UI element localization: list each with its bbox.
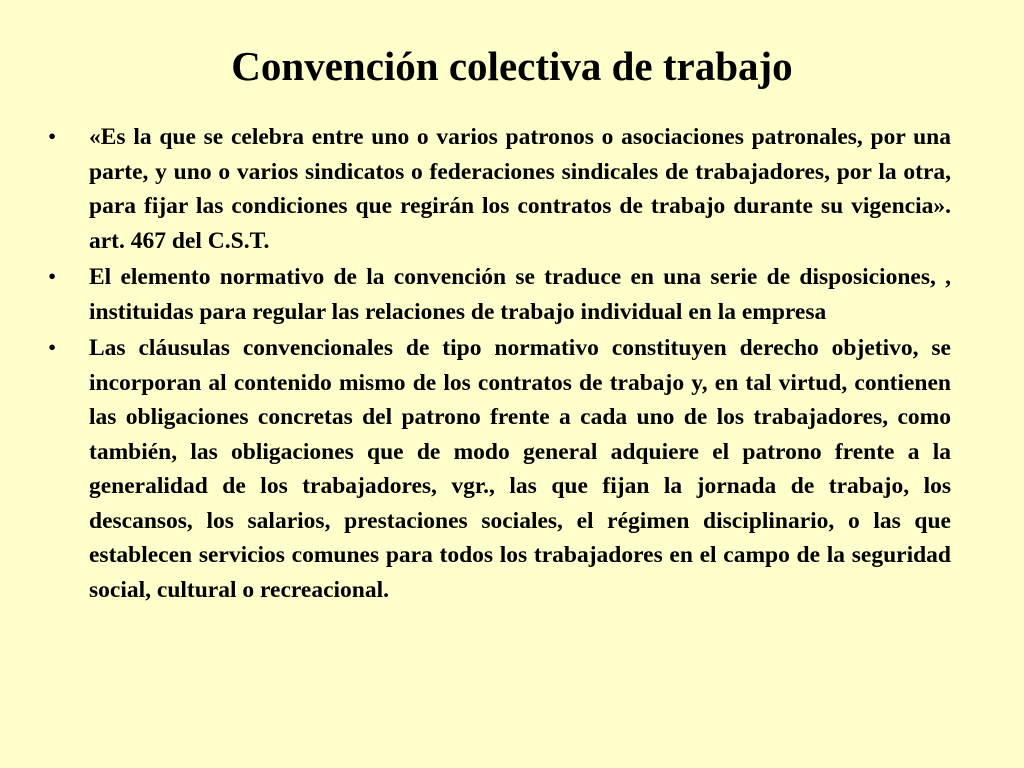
bullet-item (48, 120, 951, 258)
bullet-text: El elemento normativo de la convención se traduce en una serie de disposiciones, , instituidas para regular las relaciones de trabajo individual en la empresa (89, 264, 951, 325)
bullet-marker-icon: • (48, 124, 57, 150)
bullet-text: Las cláusulas convencionales de tipo normativo constituyen derecho objetivo, se incorporan al contenido mismo de los contratos de trabajo y, en tal virtud, contienen las obligaciones concretas del patrono frente a cada uno de los trabajadores, como también, las obligaciones que de modo general adquiere el patrono frente a la generalidad de los trabajadores, vgr., las que fijan la jornada de trabajo, los descansos, los salarios, prestaciones sociales, el régimen disciplinario, o las que establecen servicios comunes para todos los trabajadores en el campo de la seguridad social, cultural o recreacional. (89, 335, 951, 603)
bullet-list (48, 120, 951, 609)
bullet-marker-icon: • (48, 335, 57, 361)
slide-title: Convención colectiva de trabajo (231, 43, 793, 89)
bullet-text: «Es la que se celebra entre uno o varios patronos o asociaciones patronales, por una parte, y uno o varios sindicatos o federaciones sindicales de trabajadores, por la otra, para fijar las condiciones que regirán los contratos de trabajo durante su vigencia». art. 467 del C.S.T. (89, 124, 951, 254)
bullet-item (48, 331, 951, 607)
bullet-item (48, 260, 951, 329)
bullet-marker-icon: • (48, 264, 57, 290)
